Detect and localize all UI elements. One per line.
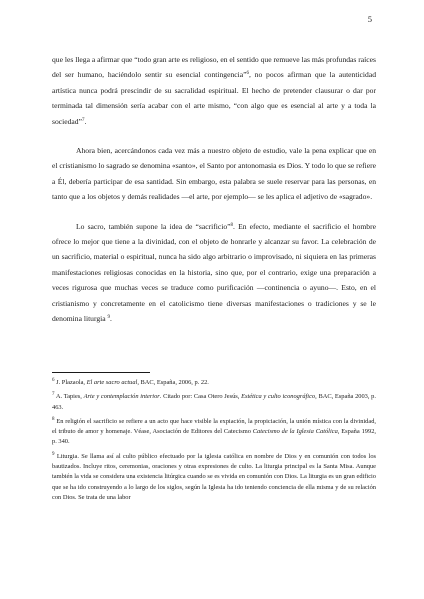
footnote-marker: 9 xyxy=(52,451,55,457)
text-run: que les llega a afirmar que “todo gran arte es religioso, en el sentido que remueve las más profundas raíces del ser humano, haciéndolo sentir su esencial contingencia” xyxy=(52,55,376,80)
paragraph-sacrificio xyxy=(52,219,376,327)
text-run: J. Plazaola, xyxy=(54,379,87,386)
text-run: , BAC, España, 2006, p. 22. xyxy=(137,379,209,386)
page-number: 5 xyxy=(367,14,372,24)
text-run: Catecismo de la Iglesia Católica xyxy=(252,428,338,436)
text-run: Estética y culto iconográfico xyxy=(241,393,316,401)
text-run: , no pocos afirman que la autenticidad artística nunca podrá prescindir de su sacralidad espiritual. El hecho de pretender clausurar o dar por terminada tal dimensión sería acabar con el arte mismo, “con algo que es esencial al arte y a toda la sociedad” xyxy=(52,70,377,126)
footnote-6 xyxy=(52,378,376,388)
footnote-marker: 7 xyxy=(52,392,55,398)
text-run: En religión el sacrificio se refiere a un acto que hace visible la expiación, la propiciación, la unión mística con la divinidad, el tributo de amor y homenaje. Véase, Asociación de Editores del Catecismo xyxy=(52,417,376,436)
footnotes xyxy=(52,378,376,507)
text-run: Arte y contemplación interior xyxy=(83,393,160,401)
footnote-marker: 6 xyxy=(52,378,55,383)
footnote-marker: 8 xyxy=(52,416,55,422)
text-run: . Citado por: Casa Otero Jesús, xyxy=(159,393,242,401)
text-run: El arte sacro actual xyxy=(86,379,138,386)
paragraph-santo xyxy=(52,143,376,205)
text-run: A. Tapies, xyxy=(54,393,84,401)
text-run: . xyxy=(110,314,112,324)
text-run: , España 1992, p. 340. xyxy=(52,428,376,446)
text-run: Ahora bien, acercándonos cada vez más a nuestro objeto de estudio, vale la pena explicar que en el cristianismo lo sagrado se denomina «santo», el Santo por antonomasia es Dios. Y todo lo que se refiere a Él, debería participar de esa santidad. Sin embargo, esta palabra se suele reservar para las personas, en tanto que a los objetos y demás realidades —el arte, por ejemplo— se les aplica el adjetivo de «sagrado». xyxy=(52,146,376,202)
footnote-marker: 7 xyxy=(81,117,85,123)
footnote-7 xyxy=(52,392,376,413)
body-text xyxy=(52,52,376,327)
footnote-9 xyxy=(52,452,376,503)
footnote-8 xyxy=(52,417,376,448)
footnote-marker: 6 xyxy=(246,71,249,77)
text-run: . En efecto, mediante el sacrificio el hombre ofrece lo mejor que tiene a la divinidad, con el objeto de honrarle y alcanzar su favor. La celebración de un sacrificio, material o espiritual, nunca ha sido algo arbitrario o improvisado, ni siquiera en las primeras manifestaciones religiosas conocidas en la historia, sino que, por el contrario, exige una preparación a veces rigurosa que muchas veces se traduce como purificación —continencia o ayuno—. Esto, en el cristianismo y concretamente en el catolicismo tiene diversas manifestaciones o tradiciones y se le denomina liturgia xyxy=(52,221,376,324)
text-run: . xyxy=(84,116,87,126)
footnote-marker: 9 xyxy=(107,315,111,321)
paragraph-continued xyxy=(52,52,376,129)
text-run: , BAC, España 2003, p. 463. xyxy=(52,393,376,411)
footnote-separator xyxy=(52,372,150,373)
text-run: Lo sacro, también supone la idea de “sacrificio” xyxy=(76,221,231,231)
text-run: Liturgia. Se llama así al culto público efectuado por la iglesia católica en nombre de Dios y en comunión con todos los bautizados. Incluye ritos, ceremonias, oraciones y otras expresiones de culto. La liturgia principal es la Santa Misa. Aunque también la vida se considera una existencia litúrgica cuando se es vivida en comunión con Dios. La liturgia es un gran edificio que se ha ido construyendo a lo largo de los siglos, según la Iglesia ha ido teniendo conciencia de ella misma y de su relación con Dios. Se trata de una labor xyxy=(52,452,376,501)
footnote-marker: 8 xyxy=(230,222,234,228)
